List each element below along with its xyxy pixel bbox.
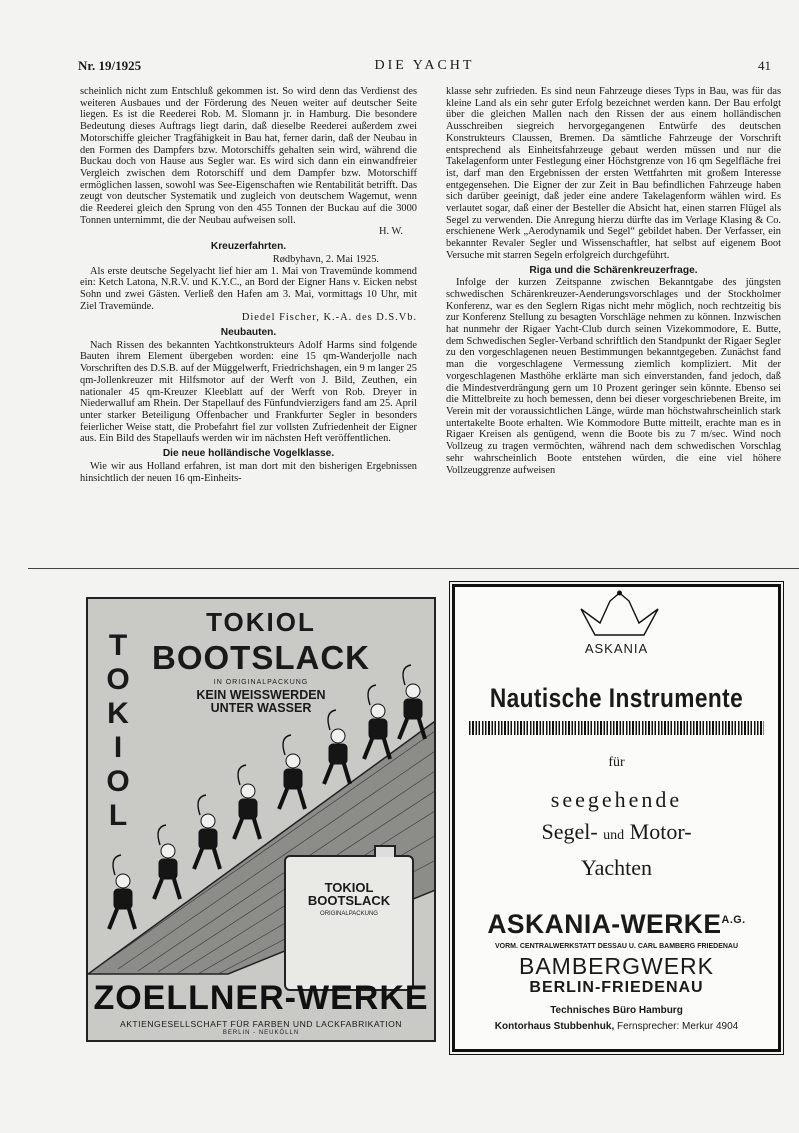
can-label: [286, 881, 412, 907]
right-text-column: [446, 86, 781, 556]
section-heading-kreuzerfahrten: Kreuzerfahrten.: [210, 241, 287, 253]
tokiol-product: BOOTSLACK: [152, 639, 370, 676]
phone-number: Fernsprecher: Merkur 4904: [617, 1021, 739, 1032]
askania-werke: [458, 909, 775, 940]
can-label-product: BOOTSLACK: [307, 893, 391, 908]
magazine-title: DIE YACHT: [374, 58, 475, 73]
vertical-letter: K: [107, 697, 129, 730]
vertical-letter: O: [106, 765, 130, 798]
tokiol-advertisement: [86, 597, 436, 1042]
ad-line-yachten: Yachten: [580, 855, 653, 880]
vogelklasse-text: Wie wir aus Holland erfahren, ist man dort mit den bisherigen Ergebnissen hinsichtlich der neuen 16 qm-Einheits-: [80, 460, 417, 484]
slogan-line-2: UNTER WASSER: [210, 701, 312, 715]
office-address: [455, 1021, 778, 1032]
und-text: und: [603, 828, 625, 843]
vertical-letter: I: [113, 731, 123, 764]
horizontal-rule: [28, 568, 799, 569]
can-label-packaging: ORIGINALPACKUNG: [320, 911, 378, 917]
zoellner-werke: ZOELLNER-WERKE: [93, 979, 429, 1017]
section-heading-vogelklasse: Die neue holländische Vogelklasse.: [162, 448, 335, 460]
can-cap: [374, 845, 396, 857]
zoellner-city: BERLIN - NEUKÖLLN: [222, 1030, 300, 1036]
vertical-letter: O: [106, 663, 130, 696]
vertical-letter: L: [108, 799, 128, 832]
page-number: 41: [758, 58, 771, 73]
tokiol-brand: TOKIOL: [206, 607, 316, 637]
page-header: [78, 58, 771, 78]
vogelklasse-continuation: klasse sehr zufrieden. Es sind neun Fahrzeuge dieses Typs in Bau, was für das kleine Land als ein sehr guter Erfolg bezeichnet werden kann. Der Bau erfolgt über die gleichen Mallen nach den Rissen der aus einem holländischen Ausschreiben siegreich hervorgegangenen Entwürfe des deutschen Konstrukteurs Claussen, Bremen. Da sämtliche Fahrzeuge der Vorschrift entsprechend als Einheitsfahrzeuge gebaut werden müssen und nur die Takelagenform unter Festlegung einer Höchstgrenze von 16 qm Segelfläche frei ist, darf man den Ergebnissen der ersten Wettfahrten mit großem Interesse entgegensehen. Die Eigner der zur Zeit in Bau befindlichen Fahrzeuge haben sich darüber geeinigt, daß jeder eine andere Takelagenform wählen wird. Es verlautet sogar, daß einer der Besteller die Absicht hat, einen starren Flügel als Segel zu verwenden. Die Anregung hierzu dürfte das im Verlage Klasing & Co. erschienene Werk „Aerodynamik und Segel“ gebildet haben. Der Verfasser, ein bekannter Revaler Segler und Wissenschaftler, hat selbst auf eigenem Boot Versuche mit starren Segeln erfolgreich durchgeführt.: [446, 86, 781, 261]
address-building: Kontorhaus Stubbenhuk,: [494, 1021, 615, 1032]
left-text-column: [80, 86, 417, 556]
askania-logo-text: ASKANIA: [584, 641, 649, 656]
technical-office: Technisches Büro Hamburg: [550, 1005, 683, 1016]
dateline: Rødbyhavn, 2. Mai 1925.: [272, 253, 379, 265]
company-suffix: A.G.: [721, 914, 746, 926]
article-signature: H. W.: [379, 226, 403, 238]
berlin-friedenau: BERLIN-FRIEDENAU: [529, 979, 704, 996]
vertical-letter: T: [108, 629, 128, 662]
tokiol-packaging: IN ORIGINALPACKUNG: [213, 679, 309, 686]
decorative-stripe: [469, 721, 764, 735]
paint-can: [284, 855, 414, 991]
section-heading-neubauten: Neubauten.: [220, 327, 277, 339]
motor-text: Motor-: [629, 819, 692, 844]
article-continuation: scheinlich nicht zum Entschluß gekommen ist. So wird denn das Verdienst des weiteren Ausbaues und der Förderung des Neuen weiter auf deutscher Seite liegen. Es ist die Reederei Rob. M. Slomann jr. in Hamburg. Die besondere Bedeutung dieses Auftrags liegt darin, daß dieselbe Reederei außerdem zwei Motorschiffe gleicher Tragfähigkeit in Bau hat, ferner darin, daß der Neubau in den Formen des Dampfers bzw. Motorschiffs gehalten sein wird, während die Buckau doch von Hause aus Segler war. Es wird sich dann ein einwandfreier Vergleich zwischen dem Rotorschiff und dem Dampfer bzw. Motorschiff ermöglichen lassen, sowohl was See-Eigenschaften wie Rentabilität betrifft. Das zeugt von deutscher Systematik und zugleich von deutschem Wagemut, wenn die Reederei gleich den Sprung von den 455 Tonnen der Buckau auf die 3000 Tonnen unternimmt, die der Neubau aufweisen soll.: [80, 86, 417, 226]
ad-line-segel-motor: [455, 819, 778, 845]
issue-number: Nr. 19/1925: [78, 58, 142, 73]
company-former-name: VORM. CENTRALWERKSTATT DESSAU U. CARL BAMBERG FRIEDENAU: [494, 943, 739, 950]
zoellner-subtitle: AKTIENGESELLSCHAFT FÜR FARBEN UND LACKFABRIKATION: [119, 1019, 403, 1029]
kreuzerfahrten-signature: Diedel Fischer, K.-A. des D.S.Vb.: [241, 312, 417, 324]
section-heading-riga: Riga und die Schärenkreuzerfrage.: [529, 264, 698, 276]
slogan-line-1: KEIN WEISSWERDEN: [196, 688, 326, 702]
bambergwerk: BAMBERGWERK: [518, 953, 715, 979]
riga-text: Infolge der kurzen Zeitspanne zwischen Bekanntgabe des jüngsten schwedischen Schärenkreuzer-Aenderungsvorschlages und der Stockholmer Konferenz, war es den Seglern Rigas nicht mehr möglich, noch rechtzeitig bis zur Konferenz Stellung zu besagten Vorschläge nehmen zu können. Inzwischen hat nunmehr der Rigaer Yacht-Club durch seinen Vizekommodore, E. Butte, dem Schwedischen Segler-Verband schriftlich den Standpunkt der Rigaer Segler zu den vorgeschlagenen neuen Bestimmungen bekanntgegeben. Zunächst fand man die vorgeschlagene Vermessung ziemlich kompliziert. Mit der vorgeschlagenen Masthöhe erklärte man sich einverstanden, fand jedoch, daß die Mindestverdrängung gern um 10 Prozent geringer sein könnte. Ebenso sei die Mittelbreite zu hoch bemessen, denn bei dieser vorgeschriebenen Breite, im Verein mit der voraussichtlichen Länge, würde man höchstwahrscheinlich stark untertakelte Boote erhalten. Wie Kommodore Butte mitteilt, erachte man es in Rigaer Kreisen als genügend, wenn die Boote bis zu 7 m/sec. Wind noch Vollzeug zu tragen vermöchten, während nach dem schwedischen Vorschlag sehr wahrscheinlich Boote entstehen würden, die eine viel höhere Vollzeuggrenze aufweisen: [446, 277, 781, 476]
ad-line-seegehende: seegehende: [550, 787, 683, 812]
neubauten-text: Nach Rissen des bekannten Yachtkonstrukteurs Adolf Harms sind folgende Bauten ihrem Element übergeben worden: eine 15 qm-Wanderjolle nach Vorschriften des D.S.B. auf der Müggelwerft, Friedrichshagen, ein 9 m langer 25 qm-Jollenkreuzer mit Hilfsmotor auf der Werft von J. Bild, Zeuthen, ein nationaler 45 qm-Kreuzer Kleeblatt auf der Werft von Rob. Dreyer in Niederwalluf am Rhein. Der Stapellauf des Fünfundvierzigers fand am 25. April unter starker Beteiligung Offenbacher und Frankfurter Segler in besonders feierlicher Weise statt, die Probefahrt fiel zur vollsten Zufriedenheit der Eigner aus. Ein Bild des Stapellaufs werden wir im nächsten Heft veröffentlichen.: [80, 339, 417, 445]
ad-fuer: für: [608, 755, 625, 770]
tokiol-slogan: [88, 689, 434, 715]
kreuzerfahrten-text: Als erste deutsche Segelyacht lief hier am 1. Mai von Travemünde kommend ein: Ketch Latona, N.R.V. und K.Y.C., an Bord der Eigner Hans v. Eicken nebst Sohn und zwei Gästen. Verließ den Hafen am 3. Mai, vormittags 10 Uhr, mit Ziel Travemünde.: [80, 265, 417, 312]
askania-advertisement: [452, 584, 781, 1052]
company-name: ASKANIA-WERKE: [487, 909, 722, 939]
can-label-brand: TOKIOL: [324, 880, 374, 895]
ad-title: Nautische Instrumente: [489, 683, 744, 713]
segel-text: Segel-: [541, 819, 598, 844]
